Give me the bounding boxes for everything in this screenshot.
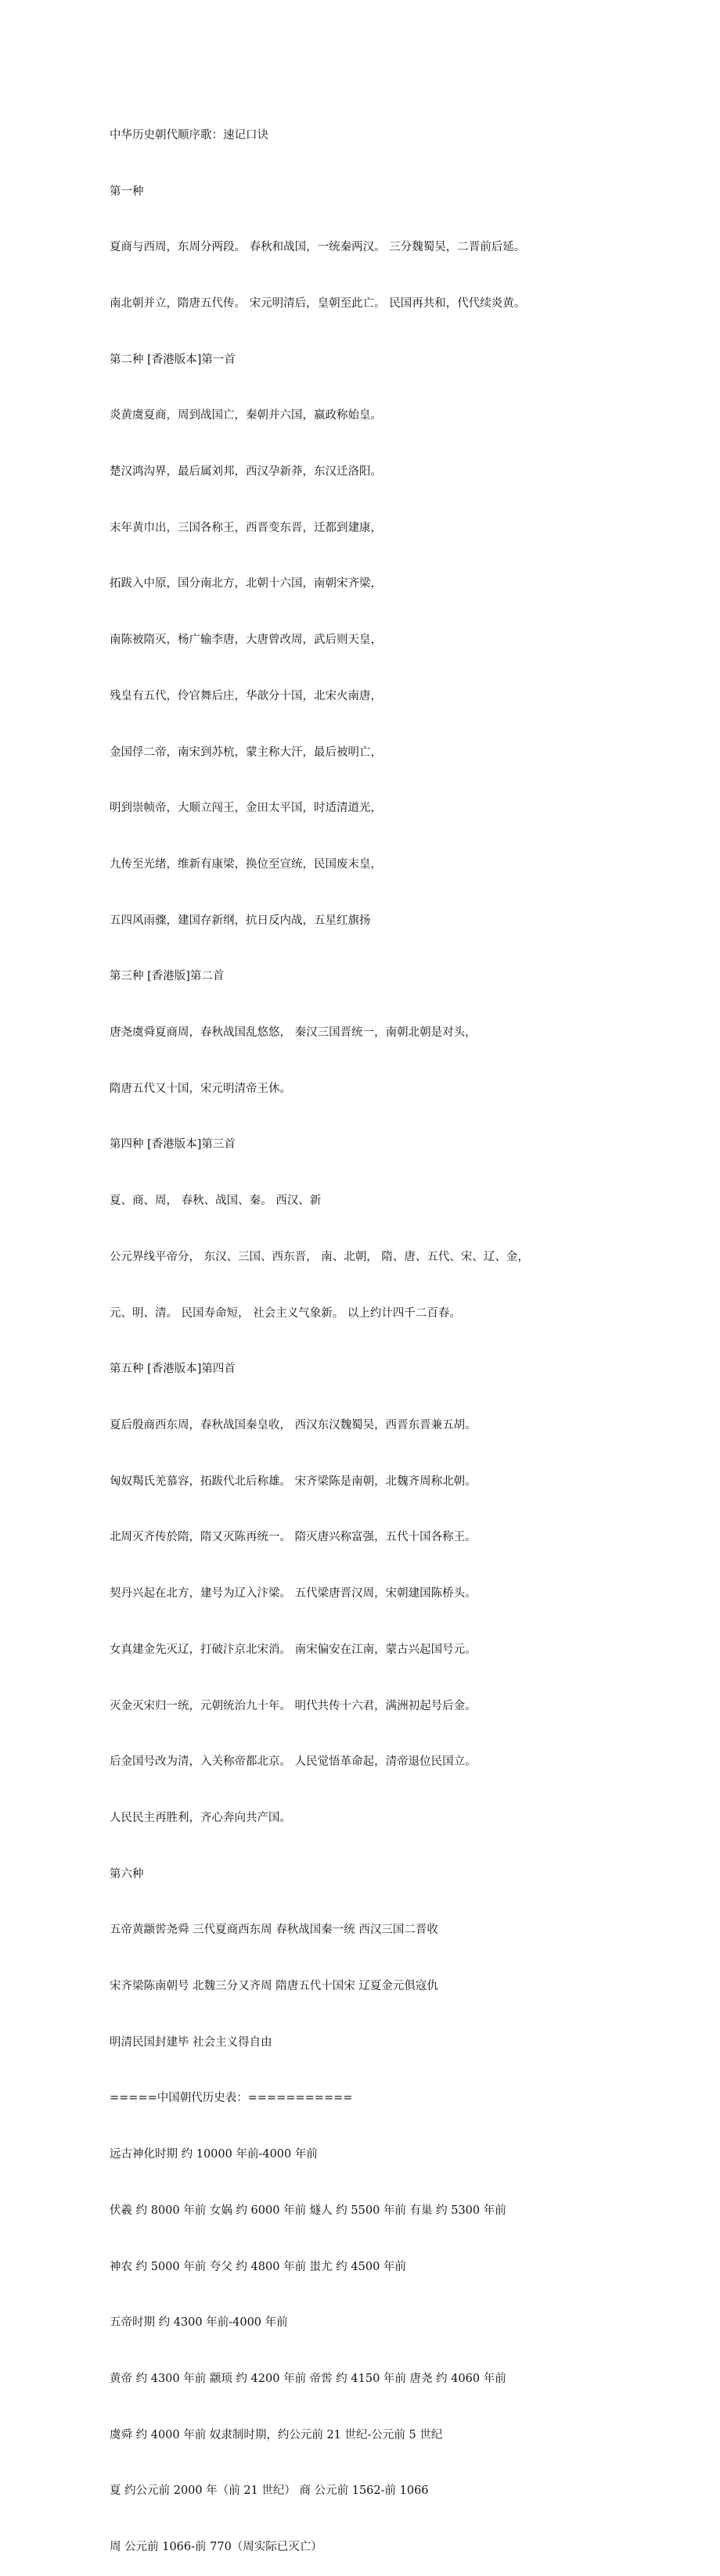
text-line: 明清民国封建毕 社会主义得自由: [110, 2035, 272, 2049]
text-line: 隋唐五代又十国，宋元明清帝王休。: [110, 1082, 291, 1095]
text-line: 公元界线平帝分， 东汉、三国、西东晋， 南、北朝， 隋、唐、五代、宋、辽、金，: [110, 1250, 529, 1263]
text-line: 女真建金先灭辽，打破汴京北宋消。 南宋偏安在江南，蒙古兴起国号元。: [110, 1643, 477, 1656]
text-line: 末年黄巾出，三国各称王，西晋变东晋，迁都到建康，: [110, 521, 382, 534]
text-line: 黄帝 约 4300 年前 颛顼 约 4200 年前 帝喾 约 4150 年前 唐尧 约 4060 年前: [110, 2372, 506, 2385]
text-line: 契丹兴起在北方，建号为辽入汴梁。 五代梁唐晋汉周，宋朝建国陈桥头。: [110, 1587, 477, 1601]
text-line: 九传至光绪，维新有康梁，换位至宣统，民国废末皇，: [110, 857, 382, 871]
text-line: 五帝时期 约 4300 年前-4000 年前: [110, 2316, 288, 2330]
text-line: 五四风雨骤，建国存新纲，抗日反内战，五星红旗扬: [110, 914, 371, 927]
text-line: 伏羲 约 8000 年前 女娲 约 6000 年前 燧人 约 5500 年前 有巢 约 5300 年前: [110, 2204, 506, 2217]
section-heading-1: 第一种: [110, 185, 144, 198]
text-line: 拓跋入中原，国分南北方，北朝十六国，南朝宋齐梁，: [110, 577, 382, 591]
text-line: 神农 约 5000 年前 夸父 约 4800 年前 蚩尤 约 4500 年前: [110, 2260, 406, 2273]
text-line: 残皇有五代，伶官舞后庄，华歆分十国，北宋火南唐，: [110, 689, 382, 702]
text-line: 远古神化时期 约 10000 年前-4000 年前: [110, 2148, 318, 2161]
text-line: 后金国号改为清，入关称帝都北京。 人民觉悟革命起，清帝退位民国立。: [110, 1755, 477, 1769]
text-line: 匈奴羯氏羌慕容，拓跋代北后称雄。 宋齐梁陈是南朝，北魏齐周称北朝。: [110, 1475, 477, 1488]
text-line: 人民民主再胜利，齐心奔向共产国。: [110, 1811, 291, 1824]
text-line: 南北朝并立，隋唐五代传。 宋元明清后，皇朝至此亡。 民国再共和，代代续炎黄。: [110, 296, 526, 310]
table-heading: =====中国朝代历史表：===========: [110, 2092, 353, 2105]
section-heading-3: 第三种 [香港版]第二首: [110, 970, 225, 983]
section-heading-6: 第六种: [110, 1867, 144, 1881]
text-line: 虞舜 约 4000 年前 奴隶制时期，约公元前 21 世纪-公元前 5 世纪: [110, 2428, 443, 2441]
document-title: 中华历史朝代顺序歌：速记口诀: [110, 128, 268, 142]
text-line: 楚汉鸿沟界，最后属刘邦，西汉孕新莽，东汉迁洛阳。: [110, 465, 382, 479]
text-line: 夏后殷商西东周，春秋战国秦皇收， 西汉东汉魏蜀吴，西晋东晋兼五胡。: [110, 1418, 477, 1432]
text-line: 五帝黄颛喾尧舜 三代夏商西东周 春秋战国秦一统 西汉三国二晋收: [110, 1924, 438, 1937]
text-line: 夏商与西周，东周分两段。 春秋和战国，一统秦两汉。 三分魏蜀吴，二晋前后延。: [110, 241, 526, 254]
section-heading-2: 第二种 [香港版本]第一首: [110, 353, 236, 366]
document-body: [110, 89, 704, 2576]
text-line: 炎黄虞夏商，周到战国亡，秦朝并六国，嬴政称始皇。: [110, 409, 382, 422]
text-line: 南陈被隋灭，杨广输李唐，大唐曾改周，武后则天皇，: [110, 634, 382, 647]
text-line: 灭金灭宋归一统，元朝统治九十年。 明代共传十六君，满洲初起号后金。: [110, 1699, 477, 1712]
text-line: 元、明、清。 民国寿命短， 社会主义气象新。 以上约计四千二百春。: [110, 1306, 461, 1320]
section-heading-5: 第五种 [香港版本]第四首: [110, 1363, 236, 1376]
text-line: 宋齐梁陈南朝号 北魏三分又齐周 隋唐五代十国宋 辽夏金元俱寇仇: [110, 1980, 438, 1993]
text-line: 周 公元前 1066-前 770（周实际已灭亡）: [110, 2541, 322, 2554]
text-line: 明到崇帧帝，大顺立闯王，金田太平国，时适清道光，: [110, 802, 382, 815]
text-line: 金国俘二帝，南宋到苏杭，蒙主称大汗，最后被明亡，: [110, 745, 382, 759]
text-line: 夏、商、周， 春秋、战国、秦。 西汉、新: [110, 1195, 322, 1208]
section-heading-4: 第四种 [香港版本]第三首: [110, 1138, 236, 1151]
text-line: 夏 约公元前 2000 年（前 21 世纪） 商 公元前 1562-前 1066: [110, 2484, 429, 2498]
text-line: 北周灭齐传於隋，隋又灭陈再统一。 隋灭唐兴称富强，五代十国各称王。: [110, 1531, 477, 1544]
text-line: 唐尧虞舜夏商周，春秋战国乱悠悠， 秦汉三国晋统一，南朝北朝是对头，: [110, 1026, 477, 1040]
